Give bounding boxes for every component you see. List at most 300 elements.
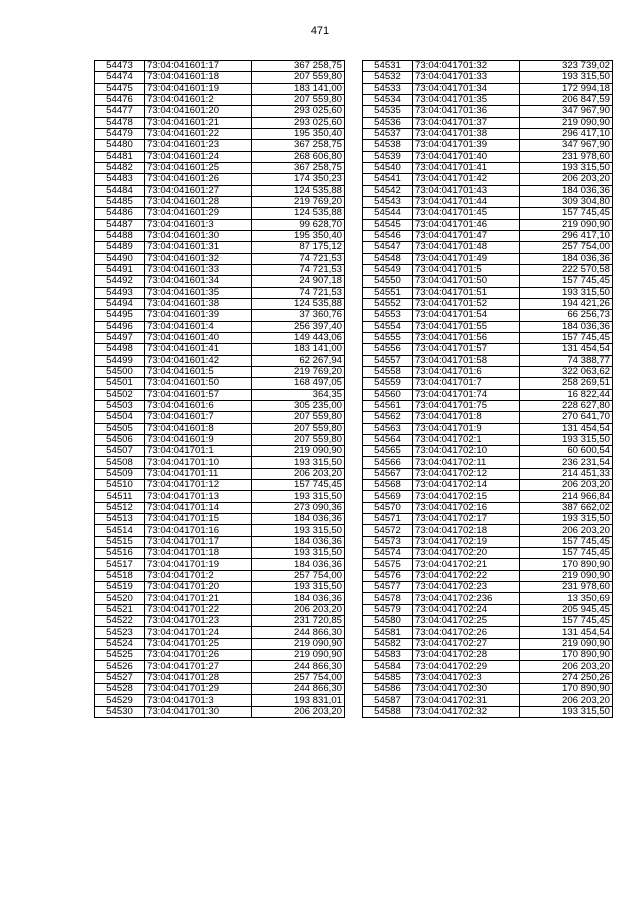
cadastral-number-cell: 73:04:041702:25 (413, 616, 520, 627)
value-cell: 367 258,75 (252, 140, 345, 151)
cadastral-number-cell: 73:04:041702:31 (413, 695, 520, 706)
table-row (363, 196, 613, 207)
value-cell: 74 388,77 (520, 355, 613, 366)
row-number-cell: 54551 (363, 287, 413, 298)
table-row (95, 128, 345, 139)
value-cell: 184 036,36 (252, 514, 345, 525)
table-row (363, 706, 613, 717)
value-cell: 214 451,33 (520, 468, 613, 479)
value-cell: 62 267,94 (252, 355, 345, 366)
value-cell: 206 203,20 (520, 661, 613, 672)
cadastral-number-cell: 73:04:041701:25 (145, 638, 252, 649)
table-row (363, 253, 613, 264)
table-row (95, 94, 345, 105)
row-number-cell: 54486 (95, 208, 145, 219)
table-row (363, 593, 613, 604)
table-row (363, 412, 613, 423)
row-number-cell: 54513 (95, 514, 145, 525)
row-number-cell: 54555 (363, 332, 413, 343)
value-cell: 193 315,50 (252, 582, 345, 593)
row-number-cell: 54579 (363, 604, 413, 615)
row-number-cell: 54478 (95, 117, 145, 128)
row-number-cell: 54578 (363, 593, 413, 604)
row-number-cell: 54538 (363, 140, 413, 151)
cadastral-number-cell: 73:04:041701:74 (413, 389, 520, 400)
row-number-cell: 54577 (363, 582, 413, 593)
value-cell: 131 454,54 (520, 344, 613, 355)
value-cell: 222 570,58 (520, 264, 613, 275)
row-number-cell: 54507 (95, 446, 145, 457)
value-cell: 131 454,54 (520, 423, 613, 434)
value-cell: 193 315,50 (520, 287, 613, 298)
table-row (363, 389, 613, 400)
row-number-cell: 54563 (363, 423, 413, 434)
cadastral-number-cell: 73:04:041601:18 (145, 72, 252, 83)
cadastral-number-cell: 73:04:041702:32 (413, 706, 520, 717)
row-number-cell: 54535 (363, 106, 413, 117)
value-cell: 236 231,54 (520, 457, 613, 468)
row-number-cell: 54539 (363, 151, 413, 162)
table-row (363, 570, 613, 581)
row-number-cell: 54573 (363, 536, 413, 547)
cadastral-number-cell: 73:04:041601:19 (145, 83, 252, 94)
cadastral-number-cell: 73:04:041601:35 (145, 287, 252, 298)
value-cell: 193 315,50 (252, 457, 345, 468)
table-row (363, 128, 613, 139)
value-cell: 157 745,45 (520, 276, 613, 287)
row-number-cell: 54518 (95, 570, 145, 581)
cadastral-number-cell: 73:04:041702:22 (413, 570, 520, 581)
value-cell: 193 315,50 (252, 548, 345, 559)
value-cell: 257 754,00 (252, 672, 345, 683)
row-number-cell: 54521 (95, 604, 145, 615)
row-number-cell: 54580 (363, 616, 413, 627)
value-cell: 367 258,75 (252, 61, 345, 72)
cadastral-number-cell: 73:04:041601:22 (145, 128, 252, 139)
table-row (363, 117, 613, 128)
table-row (95, 219, 345, 230)
value-cell: 157 745,45 (520, 548, 613, 559)
value-cell: 244 866,30 (252, 627, 345, 638)
table-row (95, 83, 345, 94)
table-row (363, 695, 613, 706)
value-cell: 219 769,20 (252, 366, 345, 377)
row-number-cell: 54582 (363, 638, 413, 649)
table-row (95, 332, 345, 343)
table-row (95, 672, 345, 683)
cadastral-number-cell: 73:04:041601:6 (145, 400, 252, 411)
value-cell: 37 360,76 (252, 310, 345, 321)
cadastral-number-cell: 73:04:041701:22 (145, 604, 252, 615)
row-number-cell: 54481 (95, 151, 145, 162)
row-number-cell: 54475 (95, 83, 145, 94)
cadastral-number-cell: 73:04:041702:16 (413, 502, 520, 513)
row-number-cell: 54547 (363, 242, 413, 253)
cadastral-number-cell: 73:04:041701:23 (145, 616, 252, 627)
value-cell: 364,35 (252, 389, 345, 400)
row-number-cell: 54581 (363, 627, 413, 638)
row-number-cell: 54584 (363, 661, 413, 672)
value-cell: 99 628,70 (252, 219, 345, 230)
table-row (95, 264, 345, 275)
cadastral-number-cell: 73:04:041701:58 (413, 355, 520, 366)
value-cell: 157 745,45 (252, 480, 345, 491)
row-number-cell: 54545 (363, 219, 413, 230)
row-number-cell: 54488 (95, 230, 145, 241)
table-row (95, 570, 345, 581)
value-cell: 193 315,50 (520, 434, 613, 445)
table-row (363, 672, 613, 683)
cadastral-number-cell: 73:04:041601:4 (145, 321, 252, 332)
value-cell: 157 745,45 (520, 536, 613, 547)
row-number-cell: 54529 (95, 695, 145, 706)
table-row (95, 582, 345, 593)
cadastral-number-cell: 73:04:041601:23 (145, 140, 252, 151)
cadastral-number-cell: 73:04:041701:41 (413, 162, 520, 173)
table-row (95, 61, 345, 72)
row-number-cell: 54583 (363, 650, 413, 661)
table-row (95, 695, 345, 706)
cadastral-number-cell: 73:04:041701:20 (145, 582, 252, 593)
table-row (363, 457, 613, 468)
table-row (363, 151, 613, 162)
cadastral-number-cell: 73:04:041701:36 (413, 106, 520, 117)
table-row (95, 321, 345, 332)
value-cell: 206 203,20 (520, 480, 613, 491)
value-cell: 205 945,45 (520, 604, 613, 615)
row-number-cell: 54569 (363, 491, 413, 502)
table-row (95, 525, 345, 536)
row-number-cell: 54572 (363, 525, 413, 536)
row-number-cell: 54524 (95, 638, 145, 649)
cadastral-number-cell: 73:04:041701:33 (413, 72, 520, 83)
value-cell: 206 203,20 (520, 174, 613, 185)
value-cell: 309 304,80 (520, 196, 613, 207)
value-cell: 172 994,18 (520, 83, 613, 94)
registry-table-right (362, 60, 613, 718)
cadastral-number-cell: 73:04:041702:11 (413, 457, 520, 468)
value-cell: 184 036,36 (520, 321, 613, 332)
cadastral-number-cell: 73:04:041701:9 (413, 423, 520, 434)
table-row (363, 242, 613, 253)
row-number-cell: 54543 (363, 196, 413, 207)
cadastral-number-cell: 73:04:041701:17 (145, 536, 252, 547)
cadastral-number-cell: 73:04:041702:17 (413, 514, 520, 525)
table-row (95, 706, 345, 717)
cadastral-number-cell: 73:04:041701:11 (145, 468, 252, 479)
value-cell: 157 745,45 (520, 332, 613, 343)
table-row (95, 684, 345, 695)
row-number-cell: 54485 (95, 196, 145, 207)
cadastral-number-cell: 73:04:041702:21 (413, 559, 520, 570)
value-cell: 207 559,80 (252, 72, 345, 83)
cadastral-number-cell: 73:04:041702:20 (413, 548, 520, 559)
row-number-cell: 54504 (95, 412, 145, 423)
row-number-cell: 54566 (363, 457, 413, 468)
table-row (95, 140, 345, 151)
value-cell: 195 350,40 (252, 230, 345, 241)
value-cell: 170 890,90 (520, 650, 613, 661)
value-cell: 74 721,53 (252, 264, 345, 275)
row-number-cell: 54553 (363, 310, 413, 321)
value-cell: 347 967,90 (520, 140, 613, 151)
table-row (95, 298, 345, 309)
cadastral-number-cell: 73:04:041701:35 (413, 94, 520, 105)
value-cell: 184 036,36 (252, 559, 345, 570)
value-cell: 174 350,23 (252, 174, 345, 185)
value-cell: 193 831,01 (252, 695, 345, 706)
row-number-cell: 54473 (95, 61, 145, 72)
table-row (95, 514, 345, 525)
table-row (95, 423, 345, 434)
value-cell: 258 269,51 (520, 378, 613, 389)
value-cell: 207 559,80 (252, 434, 345, 445)
row-number-cell: 54531 (363, 61, 413, 72)
value-cell: 184 036,36 (252, 593, 345, 604)
cadastral-number-cell: 73:04:041601:2 (145, 94, 252, 105)
table-row (95, 604, 345, 615)
cadastral-number-cell: 73:04:041701:3 (145, 695, 252, 706)
table-row (363, 491, 613, 502)
value-cell: 219 090,90 (520, 570, 613, 581)
table-row (363, 219, 613, 230)
value-cell: 124 535,88 (252, 298, 345, 309)
cadastral-number-cell: 73:04:041702:236 (413, 593, 520, 604)
cadastral-number-cell: 73:04:041601:57 (145, 389, 252, 400)
cadastral-number-cell: 73:04:041601:38 (145, 298, 252, 309)
cadastral-number-cell: 73:04:041601:30 (145, 230, 252, 241)
table-row (363, 83, 613, 94)
table-row (95, 480, 345, 491)
value-cell: 231 978,60 (520, 582, 613, 593)
cadastral-number-cell: 73:04:041601:32 (145, 253, 252, 264)
row-number-cell: 54587 (363, 695, 413, 706)
row-number-cell: 54484 (95, 185, 145, 196)
row-number-cell: 54544 (363, 208, 413, 219)
cadastral-number-cell: 73:04:041701:75 (413, 400, 520, 411)
row-number-cell: 54576 (363, 570, 413, 581)
value-cell: 193 315,50 (252, 525, 345, 536)
table-row (363, 162, 613, 173)
value-cell: 231 720,85 (252, 616, 345, 627)
value-cell: 387 662,02 (520, 502, 613, 513)
value-cell: 219 090,90 (252, 638, 345, 649)
row-number-cell: 54567 (363, 468, 413, 479)
row-number-cell: 54498 (95, 344, 145, 355)
value-cell: 347 967,90 (520, 106, 613, 117)
value-cell: 74 721,53 (252, 253, 345, 264)
value-cell: 193 315,50 (520, 514, 613, 525)
row-number-cell: 54476 (95, 94, 145, 105)
value-cell: 219 090,90 (252, 446, 345, 457)
row-number-cell: 54474 (95, 72, 145, 83)
value-cell: 219 090,90 (520, 219, 613, 230)
row-number-cell: 54588 (363, 706, 413, 717)
value-cell: 228 627,80 (520, 400, 613, 411)
cadastral-number-cell: 73:04:041601:41 (145, 344, 252, 355)
cadastral-number-cell: 73:04:041702:14 (413, 480, 520, 491)
value-cell: 16 822,44 (520, 389, 613, 400)
row-number-cell: 54506 (95, 434, 145, 445)
row-number-cell: 54523 (95, 627, 145, 638)
cadastral-number-cell: 73:04:041701:45 (413, 208, 520, 219)
cadastral-number-cell: 73:04:041601:42 (145, 355, 252, 366)
cadastral-number-cell: 73:04:041701:49 (413, 253, 520, 264)
cadastral-number-cell: 73:04:041701:29 (145, 684, 252, 695)
value-cell: 74 721,53 (252, 287, 345, 298)
cadastral-number-cell: 73:04:041701:54 (413, 310, 520, 321)
table-row (363, 72, 613, 83)
cadastral-number-cell: 73:04:041701:52 (413, 298, 520, 309)
cadastral-number-cell: 73:04:041702:26 (413, 627, 520, 638)
value-cell: 66 256,73 (520, 310, 613, 321)
value-cell: 193 315,50 (520, 72, 613, 83)
value-cell: 60 600,54 (520, 446, 613, 457)
cadastral-number-cell: 73:04:041601:27 (145, 185, 252, 196)
table-row (363, 536, 613, 547)
table-row (363, 276, 613, 287)
row-number-cell: 54574 (363, 548, 413, 559)
table-row (363, 321, 613, 332)
row-number-cell: 54477 (95, 106, 145, 117)
value-cell: 24 907,18 (252, 276, 345, 287)
table-row (363, 582, 613, 593)
row-number-cell: 54493 (95, 287, 145, 298)
row-number-cell: 54505 (95, 423, 145, 434)
row-number-cell: 54541 (363, 174, 413, 185)
row-number-cell: 54546 (363, 230, 413, 241)
value-cell: 268 606,80 (252, 151, 345, 162)
table-row (95, 378, 345, 389)
table-row (363, 366, 613, 377)
table-row (95, 287, 345, 298)
value-cell: 168 497,05 (252, 378, 345, 389)
cadastral-number-cell: 73:04:041601:26 (145, 174, 252, 185)
cadastral-number-cell: 73:04:041701:46 (413, 219, 520, 230)
table-row (363, 627, 613, 638)
value-cell: 131 454,54 (520, 627, 613, 638)
page-number: 471 (310, 25, 330, 37)
cadastral-number-cell: 73:04:041601:40 (145, 332, 252, 343)
value-cell: 219 090,90 (252, 650, 345, 661)
table-row (363, 480, 613, 491)
cadastral-number-cell: 73:04:041701:12 (145, 480, 252, 491)
table-row (363, 514, 613, 525)
cadastral-number-cell: 73:04:041702:1 (413, 434, 520, 445)
table-row (95, 276, 345, 287)
cadastral-number-cell: 73:04:041702:24 (413, 604, 520, 615)
row-number-cell: 54552 (363, 298, 413, 309)
row-number-cell: 54560 (363, 389, 413, 400)
cadastral-number-cell: 73:04:041701:1 (145, 446, 252, 457)
row-number-cell: 54515 (95, 536, 145, 547)
cadastral-number-cell: 73:04:041701:40 (413, 151, 520, 162)
row-number-cell: 54502 (95, 389, 145, 400)
table-row (363, 434, 613, 445)
cadastral-number-cell: 73:04:041702:28 (413, 650, 520, 661)
cadastral-number-cell: 73:04:041601:17 (145, 61, 252, 72)
cadastral-number-cell: 73:04:041701:32 (413, 61, 520, 72)
row-number-cell: 54571 (363, 514, 413, 525)
row-number-cell: 54528 (95, 684, 145, 695)
cadastral-number-cell: 73:04:041601:33 (145, 264, 252, 275)
row-number-cell: 54554 (363, 321, 413, 332)
table-row (95, 208, 345, 219)
value-cell: 193 315,50 (520, 706, 613, 717)
value-cell: 274 250,26 (520, 672, 613, 683)
table-row (363, 332, 613, 343)
cadastral-number-cell: 73:04:041701:47 (413, 230, 520, 241)
table-row (95, 174, 345, 185)
table-row (95, 366, 345, 377)
table-row (363, 264, 613, 275)
row-number-cell: 54557 (363, 355, 413, 366)
value-cell: 184 036,36 (520, 253, 613, 264)
row-number-cell: 54483 (95, 174, 145, 185)
table-row (95, 389, 345, 400)
row-number-cell: 54548 (363, 253, 413, 264)
cadastral-number-cell: 73:04:041701:44 (413, 196, 520, 207)
table-row (95, 355, 345, 366)
cadastral-number-cell: 73:04:041702:23 (413, 582, 520, 593)
row-number-cell: 54532 (363, 72, 413, 83)
table-row (363, 423, 613, 434)
table-row (95, 412, 345, 423)
value-cell: 244 866,30 (252, 684, 345, 695)
value-cell: 296 417,10 (520, 128, 613, 139)
cadastral-number-cell: 73:04:041702:15 (413, 491, 520, 502)
table-row (363, 400, 613, 411)
cadastral-number-cell: 73:04:041702:30 (413, 684, 520, 695)
value-cell: 157 745,45 (520, 208, 613, 219)
row-number-cell: 54525 (95, 650, 145, 661)
row-number-cell: 54487 (95, 219, 145, 230)
value-cell: 13 350,69 (520, 593, 613, 604)
table-row (363, 185, 613, 196)
row-number-cell: 54575 (363, 559, 413, 570)
table-row (363, 298, 613, 309)
row-number-cell: 54537 (363, 128, 413, 139)
cadastral-number-cell: 73:04:041601:34 (145, 276, 252, 287)
cadastral-number-cell: 73:04:041701:6 (413, 366, 520, 377)
table-row (95, 491, 345, 502)
table-row (95, 502, 345, 513)
row-number-cell: 54570 (363, 502, 413, 513)
row-number-cell: 54509 (95, 468, 145, 479)
cadastral-number-cell: 73:04:041701:8 (413, 412, 520, 423)
row-number-cell: 54549 (363, 264, 413, 275)
value-cell: 257 754,00 (520, 242, 613, 253)
value-cell: 183 141,00 (252, 83, 345, 94)
table-row (95, 310, 345, 321)
table-row (95, 162, 345, 173)
cadastral-number-cell: 73:04:041601:29 (145, 208, 252, 219)
value-cell: 193 315,50 (252, 491, 345, 502)
value-cell: 322 063,62 (520, 366, 613, 377)
table-row (95, 253, 345, 264)
cadastral-number-cell: 73:04:041701:24 (145, 627, 252, 638)
cadastral-number-cell: 73:04:041601:20 (145, 106, 252, 117)
cadastral-number-cell: 73:04:041701:50 (413, 276, 520, 287)
table-row (95, 117, 345, 128)
row-number-cell: 54482 (95, 162, 145, 173)
table-row (95, 650, 345, 661)
table-row (95, 400, 345, 411)
value-cell: 293 025,60 (252, 117, 345, 128)
table-row (363, 378, 613, 389)
table-row (363, 106, 613, 117)
cadastral-number-cell: 73:04:041701:27 (145, 661, 252, 672)
